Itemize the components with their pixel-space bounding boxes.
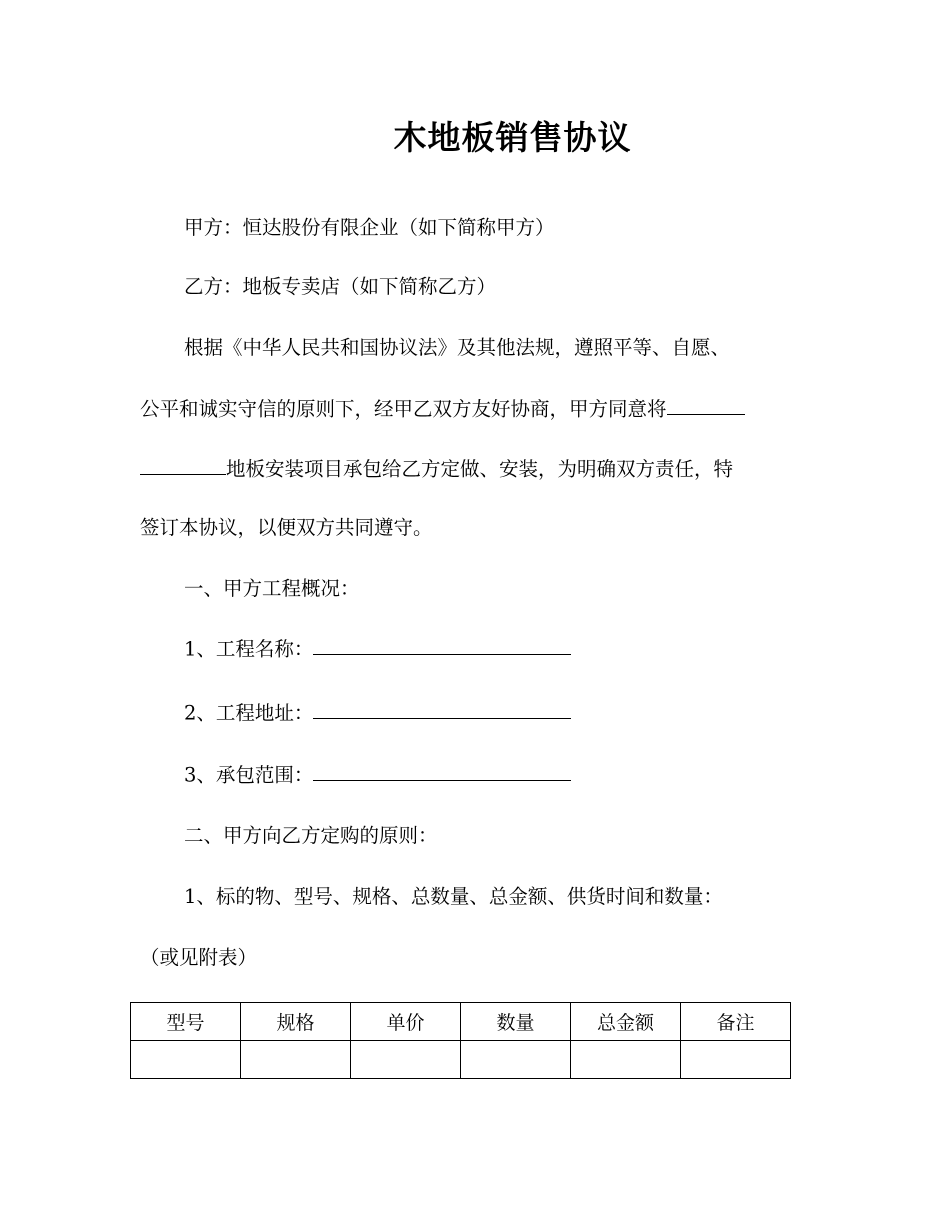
table-header-cell: 数量 (461, 1003, 571, 1041)
table-row (131, 1041, 791, 1079)
party-b: 乙方：地板专卖店（如下简称乙方） (184, 275, 497, 298)
intro-line-3 (140, 454, 733, 483)
section-1-heading: 一、甲方工程概况： (184, 577, 360, 600)
table-cell (351, 1041, 461, 1079)
intro-line-2 (140, 394, 745, 423)
table-cell (681, 1041, 791, 1079)
document-title: 木地板销售协议 (393, 118, 632, 157)
intro-line-1: 根据《中华人民共和国协议法》及其他法规，遵照平等、自愿、 (184, 336, 731, 359)
intro-blank-1 (667, 394, 745, 415)
contract-scope-blank (313, 760, 571, 781)
section-2-heading: 二、甲方向乙方定购的原则： (184, 824, 438, 847)
spec-table (130, 1002, 791, 1079)
intro-blank-2 (140, 454, 226, 475)
contract-scope-label: 3、承包范围： (184, 763, 314, 787)
section-2-item-1-cont: （或见附表） (140, 946, 258, 969)
table-cell (571, 1041, 681, 1079)
table-header-row (131, 1003, 791, 1041)
table-header-cell: 备注 (681, 1003, 791, 1041)
table-header-cell: 规格 (241, 1003, 351, 1041)
table-cell (131, 1041, 241, 1079)
project-name-blank (313, 634, 571, 655)
table-cell (241, 1041, 351, 1079)
table-header-cell: 型号 (131, 1003, 241, 1041)
project-name-row (184, 634, 571, 663)
project-name-label: 1、工程名称： (184, 637, 314, 661)
table-header-cell: 单价 (351, 1003, 461, 1041)
table-cell (461, 1041, 571, 1079)
party-a: 甲方：恒达股份有限企业（如下简称甲方） (184, 216, 555, 239)
intro-line-2-text: 公平和诚实守信的原则下，经甲乙双方友好协商，甲方同意将 (140, 397, 667, 421)
intro-line-4: 签订本协议，以便双方共同遵守。 (140, 516, 433, 539)
intro-line-3-text: 地板安装项目承包给乙方定做、安装，为明确双方责任，特 (226, 457, 734, 481)
project-address-blank (313, 698, 571, 719)
project-address-row (184, 698, 571, 727)
project-address-label: 2、工程地址： (184, 701, 314, 725)
section-2-item-1: 1、标的物、型号、规格、总数量、总金额、供货时间和数量： (184, 885, 723, 908)
contract-scope-row (184, 760, 571, 789)
table-header-cell: 总金额 (571, 1003, 681, 1041)
